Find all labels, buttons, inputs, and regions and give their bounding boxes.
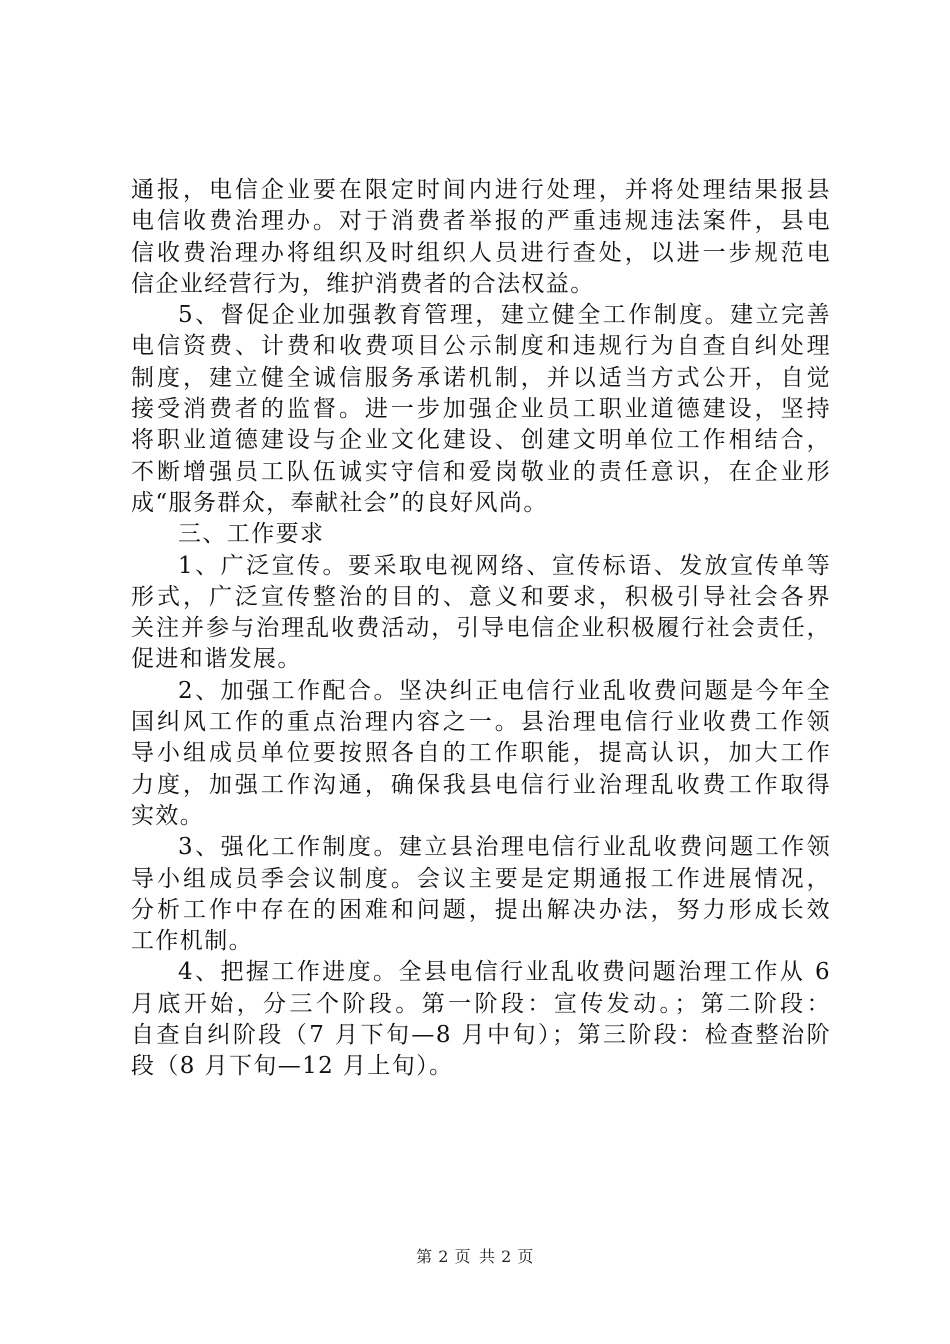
document-body bbox=[131, 175, 831, 1083]
text-line: 促进和谐发展。 bbox=[131, 646, 302, 673]
text-line: 接受消费者的监督。进一步加强企业员工职业道德建设，坚持 bbox=[131, 396, 831, 423]
text-line: 分析工作中存在的困难和问题，提出解决办法，努力形成长效 bbox=[131, 896, 831, 923]
text-line: 2、加强工作配合。坚决纠正电信行业乱收费问题是今年全 bbox=[178, 677, 831, 704]
text-line: 国纠风工作的重点治理内容之一。县治理电信行业收费工作领 bbox=[131, 709, 831, 736]
text-line: 力度，加强工作沟通，确保我县电信行业治理乱收费工作取得 bbox=[131, 771, 831, 798]
text-line: 电信资费、计费和收费项目公示制度和违规行为自查自纠处理 bbox=[131, 333, 831, 360]
page-number-current: 第 2 页 bbox=[416, 1247, 471, 1266]
text-line: 导小组成员季会议制度。会议主要是定期通报工作进展情况， bbox=[131, 865, 831, 892]
text-line: 将职业道德建设与企业文化建设、创建文明单位工作相结合， bbox=[131, 427, 831, 454]
text-line: 4、把握工作进度。全县电信行业乱收费问题治理工作从 6 bbox=[178, 959, 831, 986]
text-line: 月底开始，分三个阶段。第一阶段：宣传发动。；第二阶段： bbox=[131, 990, 831, 1017]
text-line: 成“服务群众，奉献社会”的良好风尚。 bbox=[131, 489, 548, 516]
text-line: 工作机制。 bbox=[131, 928, 253, 955]
text-line: 信收费治理办将组织及时组织人员进行查处，以进一步规范电 bbox=[131, 239, 831, 266]
text-line: 通报，电信企业要在限定时间内进行处理，并将处理结果报县 bbox=[131, 177, 831, 203]
text-line: 制度，建立健全诚信服务承诺机制，并以适当方式公开，自觉 bbox=[131, 364, 831, 391]
text-line: 形式，广泛宣传整治的目的、意义和要求，积极引导社会各界 bbox=[131, 583, 831, 610]
text-line: 1、广泛宣传。要采取电视网络、宣传标语、发放宣传单等 bbox=[178, 552, 831, 579]
page-number-total: 共 2 页 bbox=[479, 1247, 534, 1266]
text-line: 自查自纠阶段（7 月下旬—8 月中旬）；第三阶段：检查整治阶 bbox=[131, 1022, 831, 1049]
text-line: 5、督促企业加强教育管理，建立健全工作制度。建立完善 bbox=[178, 302, 831, 329]
text-line: 关注并参与治理乱收费活动，引导电信企业积极履行社会责任， bbox=[131, 615, 831, 642]
text-line: 信企业经营行为，维护消费者的合法权益。 bbox=[131, 270, 595, 297]
text-line: 不断增强员工队伍诚实守信和爱岗敬业的责任意识，在企业形 bbox=[131, 458, 831, 485]
page-footer bbox=[0, 1244, 950, 1267]
text-line: 实效。 bbox=[131, 802, 205, 829]
text-line: 段（8 月下旬—12 月上旬）。 bbox=[131, 1053, 454, 1080]
text-line: 3、强化工作制度。建立县治理电信行业乱收费问题工作领 bbox=[178, 834, 831, 861]
text-line: 电信收费治理办。对于消费者举报的严重违规违法案件，县电 bbox=[131, 208, 831, 235]
text-line: 三、工作要求 bbox=[178, 521, 325, 548]
text-line: 导小组成员单位要按照各自的工作职能，提高认识，加大工作 bbox=[131, 740, 831, 767]
